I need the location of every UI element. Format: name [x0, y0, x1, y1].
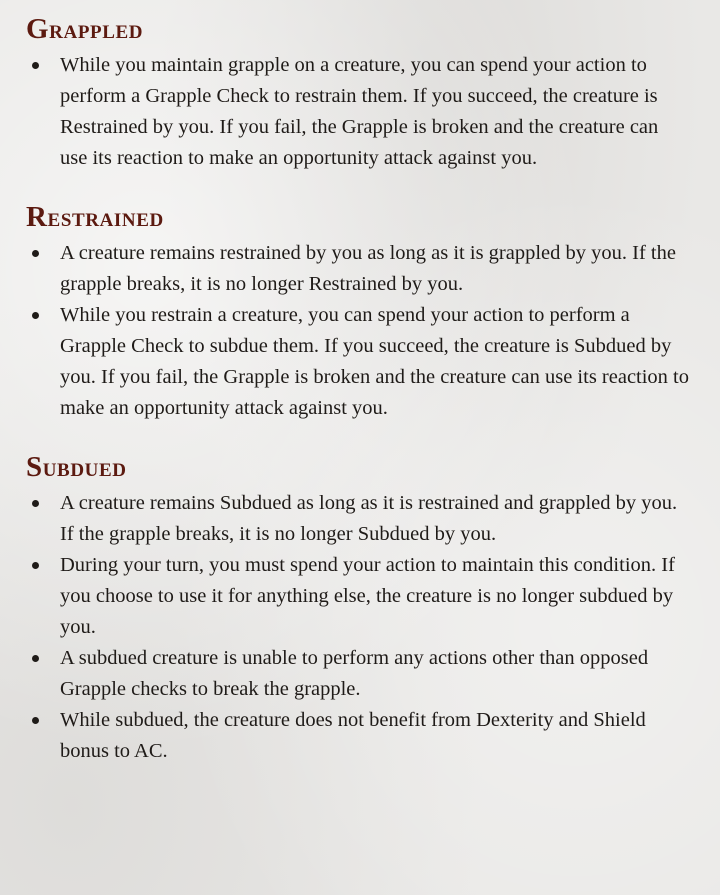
- bullet-text: While you maintain grapple on a creature, you can spend your action to perform a Grapple Check to restrain them. If you succeed, the creature is Restrained by you. If you fail, the Grapple is broken and the creature can use its reaction to make an opportunity attack against you.: [60, 54, 659, 169]
- section-subdued: [26, 452, 690, 767]
- bullet-dot-icon: [32, 562, 39, 569]
- bullet-text: A subdued creature is unable to perform any actions other than opposed Grapple checks to break the grapple.: [60, 647, 649, 700]
- heading-subdued: Subdued: [26, 451, 127, 483]
- restrained-bullet-list: [26, 238, 690, 424]
- bullet-item: [26, 300, 690, 424]
- bullet-text: A creature remains Subdued as long as it is restrained and grappled by you. If the grapple breaks, it is no longer Subdued by you.: [60, 492, 678, 545]
- heading-grappled: Grappled: [26, 13, 144, 45]
- bullet-dot-icon: [32, 62, 39, 69]
- bullet-item: [26, 550, 690, 643]
- bullet-item: [26, 488, 690, 550]
- bullet-text: While you restrain a creature, you can spend your action to perform a Grapple Check to subdue them. If you succeed, the creature is Subdued by you. If you fail, the Grapple is broken and the creature can use its reaction to make an opportunity attack against you.: [60, 304, 690, 419]
- bullet-text: During your turn, you must spend your action to maintain this condition. If you choose to use it for anything else, the creature is no longer subdued by you.: [60, 554, 675, 638]
- bullet-item: [26, 238, 690, 300]
- bullet-dot-icon: [32, 655, 39, 662]
- grappled-bullet-list: [26, 50, 690, 174]
- section-grappled: [26, 14, 690, 174]
- bullet-dot-icon: [32, 717, 39, 724]
- bullet-item: [26, 50, 690, 174]
- bullet-item: [26, 643, 690, 705]
- bullet-text: A creature remains restrained by you as long as it is grappled by you. If the grapple breaks, it is no longer Restrained by you.: [60, 242, 676, 295]
- bullet-text: While subdued, the creature does not benefit from Dexterity and Shield bonus to AC.: [60, 709, 646, 762]
- bullet-dot-icon: [32, 500, 39, 507]
- heading-restrained: Restrained: [26, 201, 164, 233]
- section-restrained: [26, 202, 690, 424]
- bullet-dot-icon: [32, 312, 39, 319]
- bullet-dot-icon: [32, 250, 39, 257]
- subdued-bullet-list: [26, 488, 690, 767]
- bullet-item: [26, 705, 690, 767]
